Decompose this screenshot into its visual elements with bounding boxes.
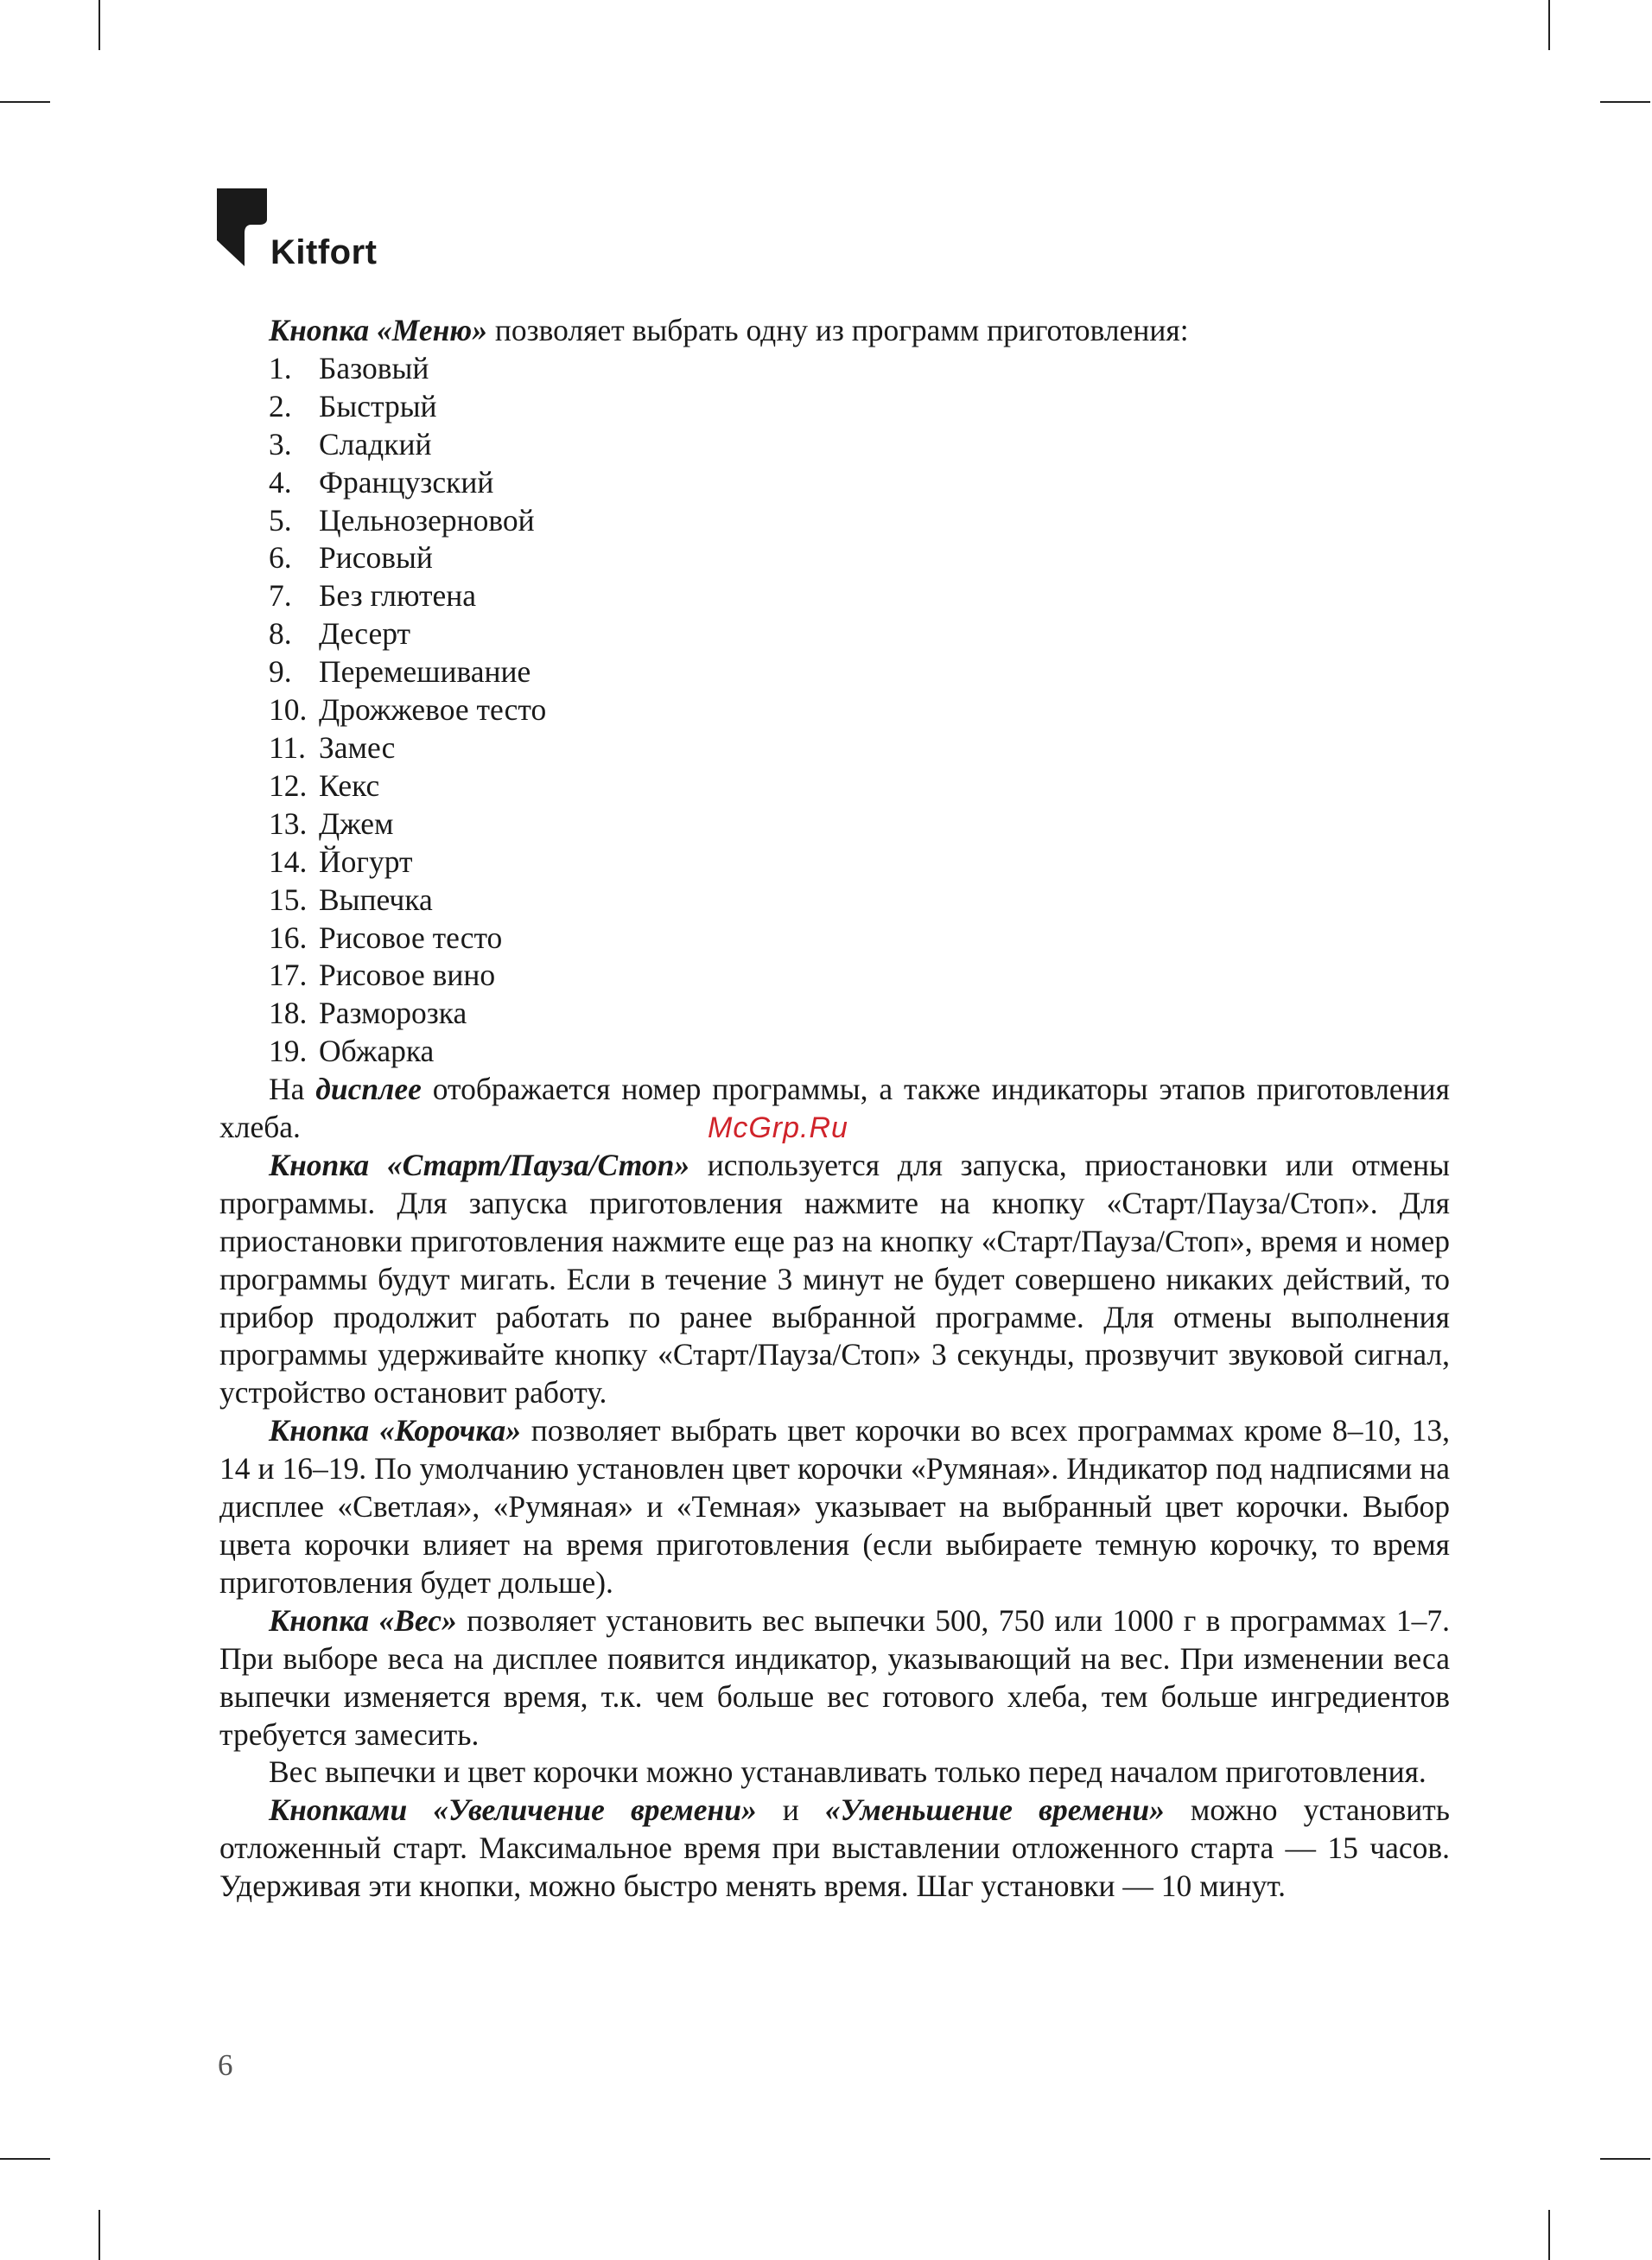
program-label: Выпечка — [319, 882, 433, 917]
program-number: 17. — [269, 958, 308, 993]
program-label: Рисовое вино — [319, 958, 496, 993]
program-number: 11. — [269, 729, 307, 765]
program-number: 14. — [269, 844, 308, 879]
program-number: 18. — [269, 996, 308, 1031]
program-item — [219, 767, 1450, 805]
crop-mark — [98, 2210, 100, 2260]
program-number: 19. — [269, 1034, 308, 1069]
program-number: 5. — [269, 502, 292, 538]
crop-mark — [1600, 101, 1650, 103]
menu-intro: Кнопка «Меню» позволяет выбрать одну из программ приготовления: — [269, 313, 1189, 347]
menu-button-term: Кнопка «Меню» — [269, 313, 487, 347]
program-number: 3. — [269, 426, 292, 462]
program-number: 8. — [269, 616, 292, 652]
program-label: Обжарка — [319, 1034, 435, 1069]
crop-mark — [0, 2158, 50, 2160]
program-number: 10. — [269, 692, 308, 728]
crust-paragraph: Кнопка «Корочка» позволяет выбрать цвет корочки во всех программах кроме 8–10, 13, 14 и 16–19. По умолчанию установлен цвет корочки «Румяная». Индикатор под надписями на дисплее «Светлая», «Румяная» и «Темная» указывает на выбранный цвет корочки. Выбор цвета корочки влияет на время приготовления (если выбираете темную корочку, то время приготовления будет дольше). — [219, 1413, 1451, 1600]
program-label: Базовый — [319, 350, 429, 385]
program-number: 16. — [269, 920, 308, 955]
program-label: Французский — [319, 464, 494, 500]
program-label: Разморозка — [319, 996, 467, 1031]
crop-mark — [1548, 2210, 1550, 2260]
program-item — [219, 729, 1450, 767]
start-button-term: Кнопка «Старт/Пауза/Стоп» — [269, 1147, 690, 1182]
program-item — [219, 502, 1450, 540]
note-paragraph: Вес выпечки и цвет корочки можно устанавливать только перед началом приготовления. — [269, 1754, 1426, 1790]
display-term: дисплее — [315, 1072, 422, 1107]
watermark: McGrp.Ru — [708, 1111, 848, 1144]
program-item — [219, 882, 1450, 920]
crust-button-term: Кнопка «Корочка» — [269, 1413, 521, 1448]
program-label: Дрожжевое тесто — [319, 692, 547, 728]
program-label: Замес — [319, 729, 396, 765]
program-item — [219, 805, 1450, 844]
program-label: Перемешивание — [319, 654, 531, 690]
program-label: Цельнозерновой — [319, 502, 535, 538]
start-paragraph: Кнопка «Старт/Пауза/Стоп» используется для запуска, приостановки или отмены программы. Для запуска приготовления нажмите на кнопку «Старт/Пауза/Стоп». Для приостановки приготовления нажмите еще раз на кнопку «Старт/Пауза/Стоп», время и номер программы будут мигать. Если в течение 3 минут не будет совершено никаких действий, то прибор продолжит работать по ранее выбранной программе. Для отмены выполнения программы удерживайте кнопку «Старт/Пауза/Стоп» 3 секунды, прозвучит звуковой сигнал, устройство остановит работу. — [219, 1147, 1451, 1410]
program-number: 9. — [269, 654, 292, 690]
program-item — [219, 653, 1450, 691]
program-item — [219, 957, 1450, 995]
time-decrease-term: «Уменьшение времени» — [824, 1792, 1165, 1828]
program-label: Без глютена — [319, 578, 477, 614]
program-label: Сладкий — [319, 426, 432, 462]
program-list — [219, 350, 1450, 1071]
program-label: Джем — [319, 805, 394, 841]
crop-mark — [0, 101, 50, 103]
program-item — [219, 426, 1450, 464]
kitfort-logo-icon — [217, 188, 267, 266]
program-item — [219, 1033, 1450, 1071]
brand-logo — [217, 188, 378, 271]
program-number: 7. — [269, 578, 292, 614]
crop-mark — [98, 0, 100, 50]
program-item — [219, 995, 1450, 1033]
crop-mark — [1600, 2158, 1650, 2160]
program-label: Быстрый — [319, 388, 437, 423]
time-increase-term: Кнопками «Увеличение времени» — [269, 1792, 757, 1828]
program-item — [219, 615, 1450, 653]
program-number: 6. — [269, 540, 292, 576]
program-label: Рисовый — [319, 540, 433, 576]
time-paragraph: Кнопками «Увеличение времени» и «Уменьшение времени» можно установить отложенный старт. Максимальное время при выставлении отложенного старта — 15 часов. Удерживая эти кнопки, можно быстро менять время. Шаг установки — 10 минут. — [219, 1792, 1451, 1904]
program-number: 2. — [269, 388, 292, 423]
program-item — [219, 577, 1450, 615]
program-item — [219, 539, 1450, 577]
program-number: 1. — [269, 350, 292, 385]
program-label: Десерт — [319, 616, 411, 652]
program-label: Кекс — [319, 767, 380, 803]
program-item — [219, 844, 1450, 882]
program-item — [219, 388, 1450, 426]
weight-paragraph: Кнопка «Вес» позволяет установить вес выпечки 500, 750 или 1000 г в программах 1–7. При выборе веса на дисплее появится индикатор, указывающий на вес. При изменении веса выпечки изменяется время, т.к. чем больше вес готового хлеба, тем больше ингредиентов требуется замесить. — [219, 1602, 1450, 1752]
program-item — [219, 691, 1450, 729]
page-content — [219, 312, 1450, 1906]
program-number: 15. — [269, 882, 308, 917]
crop-mark — [1548, 0, 1550, 50]
program-item — [219, 464, 1450, 502]
page-number: 6 — [218, 2048, 233, 2082]
program-item — [219, 920, 1450, 958]
program-number: 12. — [269, 767, 308, 803]
display-paragraph: На дисплее отображается номер программы, а также индикаторы этапов приготовления хлеба. — [219, 1072, 1450, 1145]
program-number: 13. — [269, 805, 308, 841]
weight-button-term: Кнопка «Вес» — [269, 1602, 457, 1638]
program-item — [219, 350, 1450, 388]
program-number: 4. — [269, 464, 292, 500]
program-label: Рисовое тесто — [319, 920, 503, 955]
brand-name: Kitfort — [270, 233, 378, 271]
program-label: Йогурт — [319, 844, 413, 879]
